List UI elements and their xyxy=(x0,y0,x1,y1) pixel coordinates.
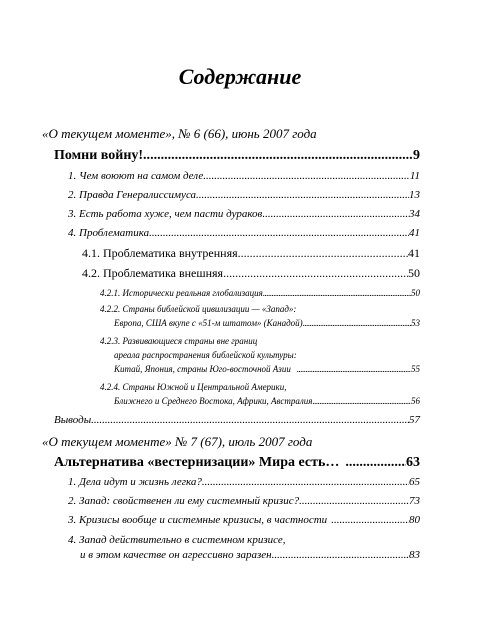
toc-page: 57 xyxy=(409,414,420,426)
toc-label: 4.2. Проблематика внешняя xyxy=(82,266,224,280)
toc-label: Выводы xyxy=(54,414,92,426)
toc-entry-line: 4.2.3. Развивающиеся страны вне границ xyxy=(100,336,258,346)
toc-entry[interactable] xyxy=(68,476,420,488)
leader-dots xyxy=(262,208,409,220)
toc-label: 2. Правда Генералиссимуса xyxy=(68,189,197,201)
toc-label: Ближнего и Среднего Востока, Африки, Австралия xyxy=(114,396,313,406)
leader-dots xyxy=(203,170,410,182)
leader-dots xyxy=(299,495,409,507)
toc-page: 9 xyxy=(413,148,420,163)
toc-page: 73 xyxy=(409,495,420,507)
toc-page: 34 xyxy=(409,208,420,220)
leader-dots xyxy=(91,414,409,426)
leader-dots xyxy=(331,514,409,526)
toc-entry[interactable] xyxy=(54,414,420,426)
toc-entry[interactable] xyxy=(68,208,420,220)
toc-page: 50 xyxy=(411,288,420,298)
leader-dots xyxy=(196,189,409,201)
toc-entry-line: 4. Запад действительно в системном кризисе, xyxy=(68,534,286,546)
toc-page: 55 xyxy=(411,364,420,374)
section-header: «О текущем моменте» № 7 (67), июль 2007 года xyxy=(42,434,313,449)
toc-page: 11 xyxy=(409,170,420,182)
leader-dots xyxy=(150,148,413,164)
toc-page: 53 xyxy=(411,318,420,328)
toc-page: 13 xyxy=(409,189,420,201)
toc-entry[interactable] xyxy=(100,288,420,298)
toc-entry-line: 4.2.2. Страны библейской цивилизации — «Запад»: xyxy=(100,304,297,314)
toc-entry[interactable] xyxy=(68,227,420,239)
toc-page: 80 xyxy=(409,514,420,526)
toc-label: Китай, Япония, страны Юго-восточной Азии xyxy=(114,364,291,374)
leader-dots xyxy=(272,549,409,561)
toc-page: 83 xyxy=(409,549,420,561)
toc-label: 1. Чем воюют на самом деле xyxy=(68,170,204,182)
toc-label: 4. Проблематика xyxy=(68,227,150,239)
toc-label: 4.2.1. Исторически реальная глобализация xyxy=(100,288,263,298)
toc-entry[interactable] xyxy=(82,246,420,261)
toc-label: 1. Дела идут и жизнь легка? xyxy=(68,476,202,488)
toc-page: 41 xyxy=(409,227,420,239)
toc-entry[interactable] xyxy=(68,189,420,201)
page-title: Содержание xyxy=(178,64,302,89)
toc-entry[interactable] xyxy=(68,514,420,526)
leader-dots xyxy=(303,318,411,328)
toc-label: 3. Кризисы вообще и системные кризисы, в частности xyxy=(68,514,328,526)
toc-label: Европа, США вкупе с «51-м штатом» (Канадой) xyxy=(114,318,303,328)
toc-entry-line: 4.2.4. Страны Южной и Центральной Америки, xyxy=(100,382,287,392)
toc-page: 56 xyxy=(411,396,420,406)
leader-dots xyxy=(223,266,408,281)
toc-page: 65 xyxy=(409,476,420,488)
toc-label: 2. Запад: свойственен ли ему системный кризис? xyxy=(68,495,300,507)
toc-label: Помни войну!.. xyxy=(54,148,151,163)
toc-main-entry[interactable] xyxy=(54,148,420,164)
leader-dots xyxy=(202,476,409,488)
toc-label: и в этом качестве он агрессивно заразен xyxy=(80,549,272,561)
toc-label: 4.1. Проблематика внутренняя xyxy=(82,246,238,260)
toc-page: 63 xyxy=(406,455,420,470)
toc-main-entry[interactable] xyxy=(54,455,420,471)
toc-page: 50 xyxy=(408,266,420,280)
leader-dots xyxy=(238,246,408,261)
toc-entry[interactable] xyxy=(114,364,420,374)
toc-label: Альтернатива «вестернизации» Мира есть… xyxy=(54,455,340,470)
leader-dots xyxy=(149,227,409,239)
toc-entry-line: ареала распространения библейской культуры: xyxy=(114,350,297,360)
toc-entry[interactable] xyxy=(68,170,420,182)
toc-entry[interactable] xyxy=(68,495,420,507)
toc-entry[interactable] xyxy=(114,318,420,328)
leader-dots xyxy=(263,288,411,298)
leader-dots xyxy=(345,455,406,471)
toc-entry[interactable] xyxy=(80,549,420,561)
section-header: «О текущем моменте», № 6 (66), июнь 2007 года xyxy=(42,126,317,141)
leader-dots xyxy=(297,364,411,374)
toc-entry[interactable] xyxy=(82,266,420,281)
leader-dots xyxy=(312,396,411,406)
toc-page: 41 xyxy=(408,246,420,260)
toc-label: 3. Есть работа хуже, чем пасти дураков xyxy=(68,208,263,220)
toc-entry[interactable] xyxy=(114,396,420,406)
